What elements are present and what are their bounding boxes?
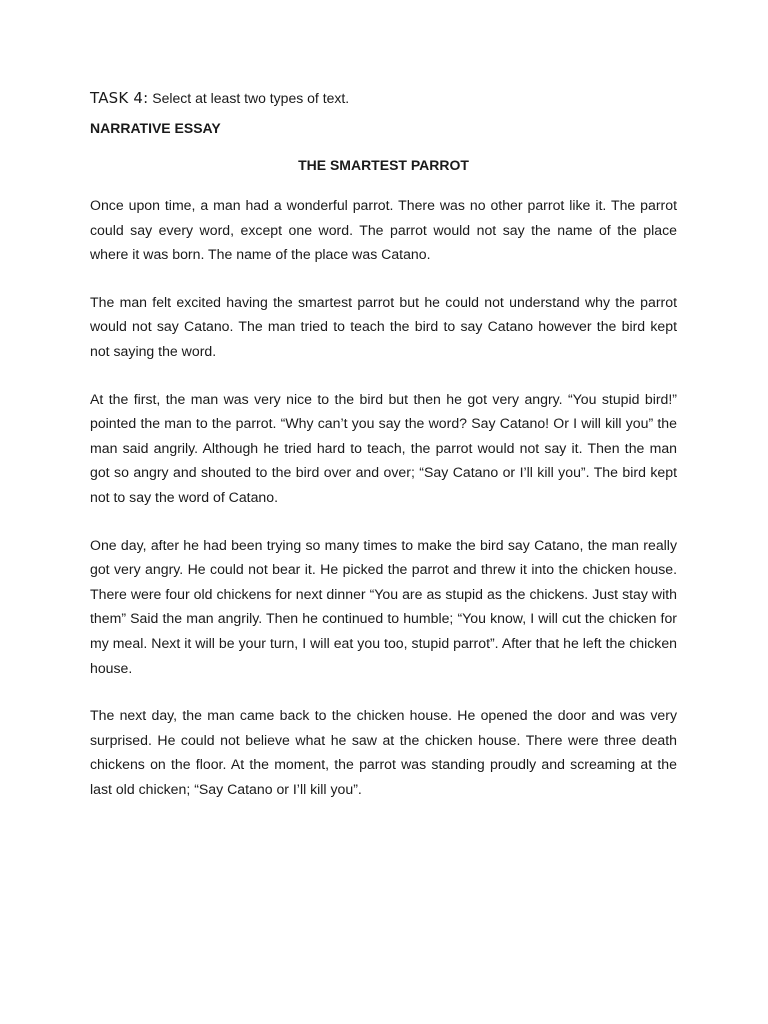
task-label: TASK 4: (90, 89, 149, 107)
essay-paragraph-2: The man felt excited having the smartest parrot but he could not understand why the parrot would not say Catano. The man tried to teach the bird to say Catano however the bird kept not saying the word. (90, 293, 677, 359)
essay-paragraph-4: One day, after he had been trying so many times to make the bird say Catano, the man really got very angry. He could not bear it. He picked the parrot and threw it into the chicken house. There were four old chickens for next dinner “You are as stupid as the chickens. Just stay with them” Said the man angrily. Then he continued to humble; “You know, I will cut the chicken for my meal. Next it will be your turn, I will eat you too, stupid parrot”. After that he left the chicken house. (90, 536, 677, 676)
task-instruction: Select at least two types of text. (148, 90, 350, 106)
essay-title: THE SMARTEST PARROT (298, 157, 469, 173)
task-line (90, 86, 677, 110)
essay-paragraph-5: The next day, the man came back to the chicken house. He opened the door and was very surprised. He could not believe what he saw at the chicken house. There were three death chickens on the floor. At the moment, the parrot was standing proudly and screaming at the last old chicken; “Say Catano or I’ll kill you”. (90, 707, 677, 797)
section-heading: NARRATIVE ESSAY (90, 120, 221, 136)
document-page (90, 86, 677, 824)
essay-body (90, 193, 677, 801)
essay-paragraph-1: Once upon time, a man had a wonderful parrot. There was no other parrot like it. The parrot could say every word, except one word. The parrot would not say the name of the place where it was born. The name of the place was Catano. (90, 197, 677, 263)
essay-paragraph-3: At the first, the man was very nice to the bird but then he got very angry. “You stupid bird!” pointed the man to the parrot. “Why can’t you say the word? Say Catano! Or I will kill you” the man said angrily. Although he tried hard to teach, the parrot would not say it. Then the man got so angry and shouted to the bird over and over; “Say Catano or I’ll kill you”. The bird kept not to say the word of Catano. (90, 390, 677, 505)
